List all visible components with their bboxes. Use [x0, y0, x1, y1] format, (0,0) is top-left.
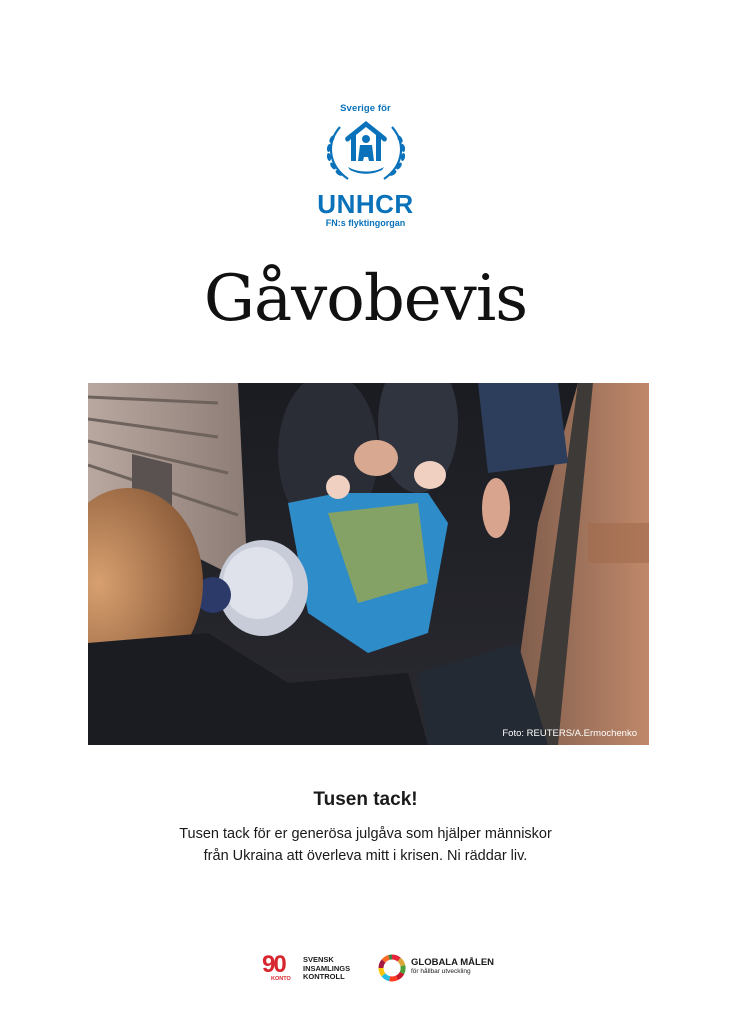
unhcr-emblem-icon: [318, 117, 414, 189]
globala-malen-logo: [411, 958, 494, 976]
thanks-heading: Tusen tack!: [313, 789, 418, 810]
konto-number: 90: [262, 951, 285, 978]
logo-top-text: Sverige för: [340, 103, 391, 114]
hero-photo: [88, 383, 649, 745]
konto-label: KONTO: [271, 976, 291, 982]
footer-logos: [0, 950, 731, 990]
konto-90-logo: [262, 951, 302, 984]
thanks-body: [120, 823, 611, 867]
thanks-line-1: Tusen tack för er generösa julgåva som hjälper människor: [179, 826, 552, 842]
photo-illustration: [88, 383, 649, 745]
logo-subtitle: FN:s flyktingorgan: [325, 218, 406, 228]
globala-subtitle: för hållbar utveckling: [411, 968, 471, 975]
globala-malen-wheel-icon: [378, 954, 406, 982]
svensk-line-3: KONTROLL: [303, 972, 345, 981]
globala-title: GLOBALA MÅLEN: [411, 957, 495, 968]
unhcr-logo: [0, 103, 731, 228]
thanks-line-2: från Ukraina att överleva mitt i krisen. Ni räddar liv.: [203, 848, 528, 864]
svensk-line-2: INSAMLINGS: [303, 963, 351, 973]
svensk-insamlingskontroll-logo: [303, 956, 350, 982]
page-title: Gåvobevis: [203, 262, 528, 336]
logo-name: UNHCR: [317, 189, 414, 219]
photo-caption: Foto: REUTERS/A.Ermochenko: [502, 728, 637, 739]
svensk-line-1: SVENSK: [303, 955, 334, 964]
